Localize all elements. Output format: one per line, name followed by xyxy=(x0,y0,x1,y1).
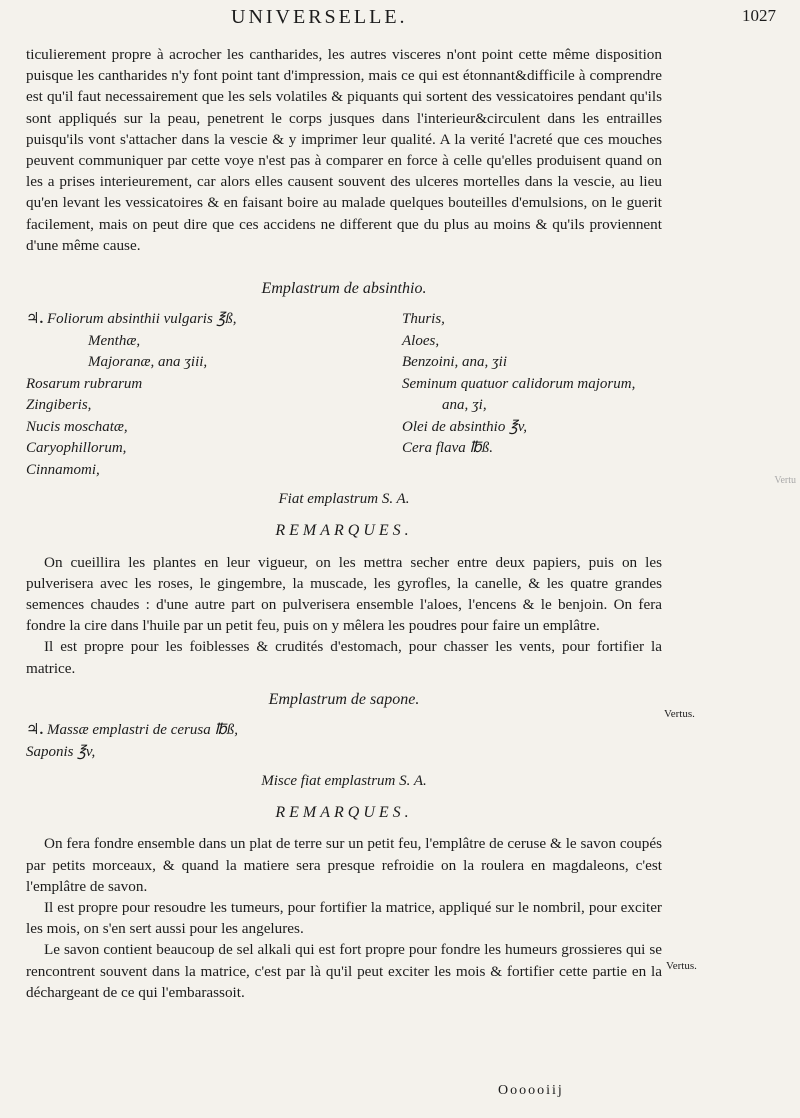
ingredient-line: Olei de absinthio ℥v, xyxy=(402,418,528,435)
ingredient-line: ♃. Foliorum absinthii vulgaris ℥ß, xyxy=(26,311,237,328)
ingredient-line: Rosarum rubrarum xyxy=(26,375,143,392)
remarques-paragraph: On fera fondre ensemble dans un plat de terre sur un petit feu, l'emplâtre de ceruse & le savon coupés par petits morceaux, & quand la matiere sera presque refroidie on la roulera en magdaleons, c'est l'emplâtre de savon. xyxy=(26,835,662,895)
remarques-paragraph: Le savon contient beaucoup de sel alkali qui est fort propre pour fondre les humeurs grossieres qui se rencontrent souvent dans la matrice, c'est par là qu'il peut exciter les mois & fortifier cette partie en la déchargeant de ce qui l'embarassoit. xyxy=(26,941,662,1001)
recipe-directive: Fiat emplastrum S. A. xyxy=(278,491,410,508)
recipe-ingredients-absinthio xyxy=(26,309,662,481)
ingredient-line: Aloes, xyxy=(402,332,440,349)
bleed-through-text: Vertu xyxy=(774,475,796,486)
recipe-marker-icon: ♃. xyxy=(26,311,44,328)
ingredient-line: ana, ʒi, xyxy=(442,397,487,414)
opening-paragraph: ticulierement propre à acrocher les cantharides, les autres visceres n'ont point cette même disposition puisque les cantharides n'y font point tant d'impression, mais ce qui est étonnant&difficile à comprendre est qu'il faut necessairement que les sels volatiles & piquants qui sortent des vessicatoires pendant qu'ils sont appliqués sur la peau, penetrent le corps jusques dans l'interieur&circulent dans les entrailles puisqu'ils vont s'attacher dans la vescie & y imprimer leur qualité. A la verité l'acreté que ces mouches peuvent communiquer par cette voye n'est pas à comparer en force à celle qu'elles produisent quand on les a prises interieurement, car alors elles causent souvent des ulceres mortelles dans la vescie, au lieu qu'en levant les vessicatoires & en faisant boire au malade quelques bouteilles d'emulsions, on le guerit facilement, mais on peut dire que ces accidens ne different que du plus au moins & qu'ils proviennent d'une même cause. xyxy=(26,46,662,254)
recipe-title-sapone: Emplastrum de sapone. xyxy=(268,690,420,708)
ingredient-line: Cera flava ℔ß. xyxy=(402,440,494,457)
ingredient-line: Saponis ℥v, xyxy=(26,743,96,760)
catchword: Oooooiij xyxy=(498,1083,564,1098)
recipe-ingredients-sapone xyxy=(26,720,662,763)
vertus-paragraph: Il est propre pour les foiblesses & crudités d'estomach, pour chasser les vents, pour fortifier la matrice. xyxy=(26,638,662,677)
body-text xyxy=(26,44,662,1003)
ingredient-line: Thuris, xyxy=(402,311,445,328)
running-head: UNIVERSELLE. xyxy=(231,6,408,28)
recipe-title-absinthio: Emplastrum de absinthio. xyxy=(261,280,427,298)
ingredients-right-column xyxy=(402,309,662,481)
ingredient-line: Zingiberis, xyxy=(26,397,92,414)
ingredients-left-column xyxy=(26,309,381,481)
remarques-heading: REMARQUES. xyxy=(275,522,413,540)
margin-note-vertus: Vertus. xyxy=(664,708,695,720)
ingredients-left-column xyxy=(26,720,381,763)
ingredient-line: Menthæ, xyxy=(88,332,141,349)
ingredient-line: Benzoini, ana, ʒii xyxy=(402,354,507,371)
remarques-heading: REMARQUES. xyxy=(275,804,413,822)
ingredient-line: Nucis moschatæ, xyxy=(26,418,128,435)
margin-note-vertus: Vertus. xyxy=(666,960,697,972)
ingredient-line: Majoranæ, ana ʒiii, xyxy=(88,354,208,371)
page-number: 1027 xyxy=(742,6,776,25)
ingredient-line: Caryophillorum, xyxy=(26,440,127,457)
ingredient-line: ♃. Massæ emplastri de cerusa ℔ß, xyxy=(26,722,238,739)
ingredient-line: Cinnamomi, xyxy=(26,461,100,478)
ingredient-line: Seminum quatuor calidorum majorum, xyxy=(402,375,636,392)
recipe-marker-icon: ♃. xyxy=(26,722,44,739)
page-header xyxy=(26,6,776,38)
recipe-directive: Misce fiat emplastrum S. A. xyxy=(261,773,427,790)
vertus-paragraph: Il est propre pour resoudre les tumeurs, pour fortifier la matrice, appliqué sur le nombril, pour exciter les mois, on s'en sert aussi pour les angelures. xyxy=(26,899,662,938)
remarques-paragraph: On cueillira les plantes en leur vigueur, on les mettra secher entre deux papiers, puis on les pulverisera avec les roses, le gingembre, la muscade, les gyrofles, la canelle, & les quatre grandes semences chaudes : d'une autre part on pulverisera ensemble l'aloes, l'encens & le benjoin. On fera fondre la cire dans l'huile par un petit feu, puis on y mêlera les poudres pour faire un emplâtre. xyxy=(26,553,662,635)
